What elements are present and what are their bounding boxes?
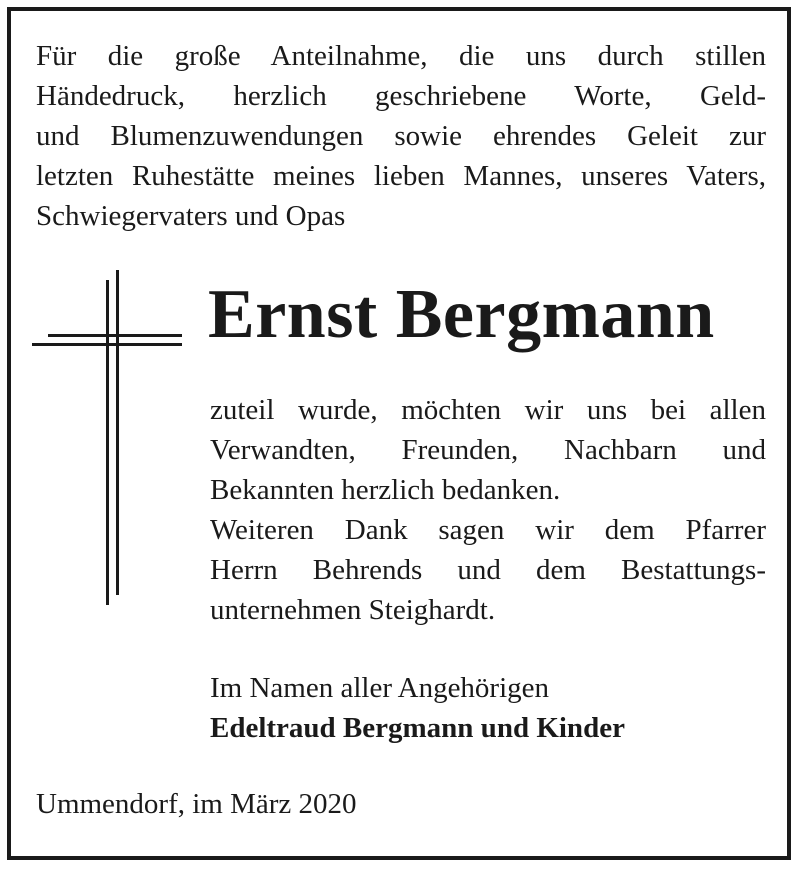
intro-line: Für die große Anteilnahme, die uns durch stillen (36, 40, 766, 72)
thanks-line: zuteil wurde, möchten wir uns bei allen (210, 394, 766, 426)
on-behalf-text: Im Namen aller Angehörigen (210, 672, 550, 704)
deceased-name: Ernst Bergmann (208, 276, 715, 353)
cross-stem-left (106, 280, 109, 605)
signature: Edeltraud Bergmann und Kinder (210, 712, 625, 744)
thanks-line: Verwandten, Freunden, Nachbarn und (210, 434, 766, 466)
intro-line: letzten Ruhestätte meines lieben Mannes, unseres Vaters, (36, 160, 766, 192)
intro-line: und Blumenzuwendungen sowie ehrendes Geleit zur (36, 120, 766, 152)
cross-icon (32, 270, 187, 615)
thanks-line: Bekannten herzlich bedanken. (210, 474, 561, 506)
thanks-line: Herrn Behrends und dem Bestattungs- (210, 554, 766, 586)
intro-paragraph (36, 36, 766, 236)
cross-bar-upper (48, 334, 182, 337)
intro-line: Schwiegervaters und Opas (36, 200, 346, 232)
place-date: Ummendorf, im März 2020 (36, 788, 357, 820)
intro-line: Händedruck, herzlich geschriebene Worte, Geld- (36, 80, 766, 112)
cross-stem-right (116, 270, 119, 595)
thanks-line: unternehmen Steighardt. (210, 594, 496, 626)
thanks-paragraph (210, 390, 766, 630)
thanks-line: Weiteren Dank sagen wir dem Pfarrer (210, 514, 766, 546)
closing-block (210, 668, 625, 748)
